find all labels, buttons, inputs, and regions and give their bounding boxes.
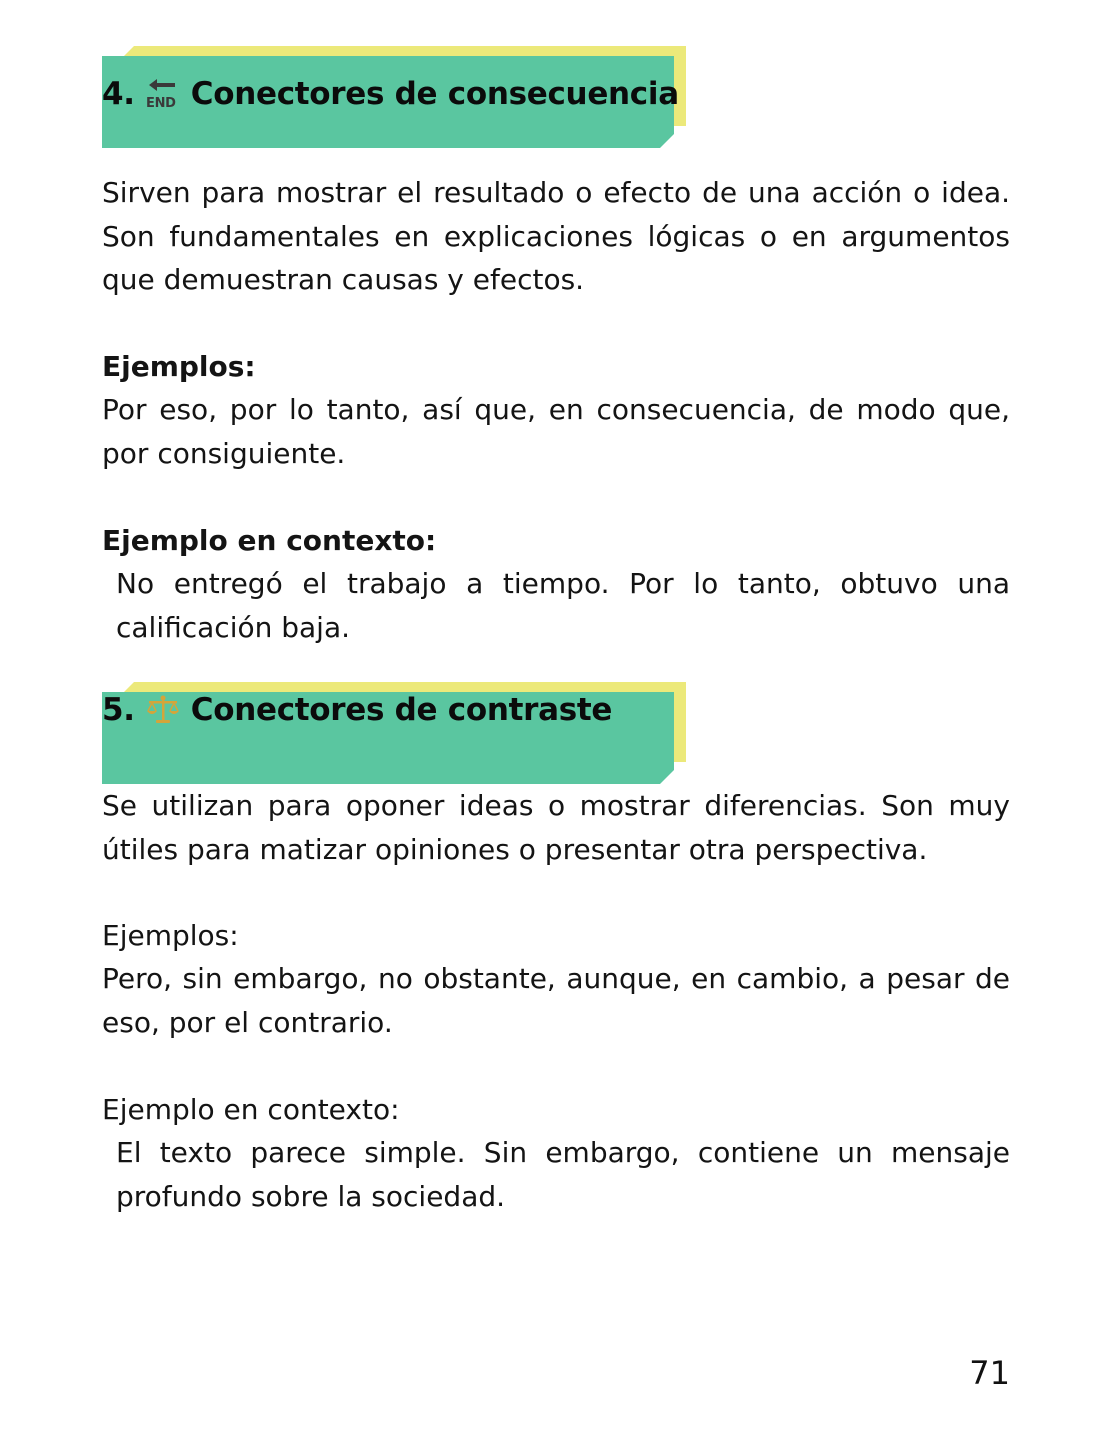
section-4-examples xyxy=(102,345,1010,389)
section-4-title-line xyxy=(102,76,679,112)
section-5-number: 5. xyxy=(102,692,135,728)
section-4-context-label: Ejemplo en contexto: xyxy=(102,524,437,557)
section-5-context-body xyxy=(102,1131,1010,1218)
section-5-description: Se utilizan para oponer ideas o mostrar diferencias. Son muy útiles para matizar opiniones o presentar otra perspectiva. xyxy=(102,789,1010,866)
section-5-title: Conectores de contraste xyxy=(190,692,613,728)
section-4-context-text: No entregó el trabajo a tiempo. Por lo tanto, obtuvo una calificación baja. xyxy=(116,567,1010,644)
section-5-examples-body xyxy=(102,957,1010,1044)
section-5-heading xyxy=(102,682,686,786)
balance-scale-icon xyxy=(145,693,181,727)
section-5-body xyxy=(102,784,1010,871)
end-arrow-icon xyxy=(145,77,181,111)
section-4-title: Conectores de consecuencia xyxy=(190,76,679,112)
section-4-context-body xyxy=(102,562,1010,649)
svg-text:END: END xyxy=(145,96,176,111)
section-4-body xyxy=(102,171,1010,302)
section-4-examples-label: Ejemplos: xyxy=(102,350,256,383)
section-5-title-line xyxy=(102,692,612,728)
section-5-examples xyxy=(102,914,1010,958)
section-5-context-label: Ejemplo en contexto: xyxy=(102,1093,400,1126)
section-4-number: 4. xyxy=(102,76,135,112)
section-5-examples-label: Ejemplos: xyxy=(102,919,239,952)
section-5-context xyxy=(102,1088,1010,1132)
section-4-context xyxy=(102,519,1010,563)
section-5-context-text: El texto parece simple. Sin embargo, contiene un mensaje profundo sobre la sociedad. xyxy=(116,1136,1010,1213)
section-4-examples-body xyxy=(102,388,1010,475)
page-number: 71 xyxy=(969,1354,1010,1392)
section-4-examples-text: Por eso, por lo tanto, así que, en consecuencia, de modo que, por consiguiente. xyxy=(102,393,1010,470)
section-4-description: Sirven para mostrar el resultado o efecto de una acción o idea. Son fundamentales en explicaciones lógicas o en argumentos que demuestran causas y efectos. xyxy=(102,176,1010,296)
section-5-examples-text: Pero, sin embargo, no obstante, aunque, en cambio, a pesar de eso, por el contrario. xyxy=(102,962,1010,1039)
section-4-heading xyxy=(102,46,686,150)
